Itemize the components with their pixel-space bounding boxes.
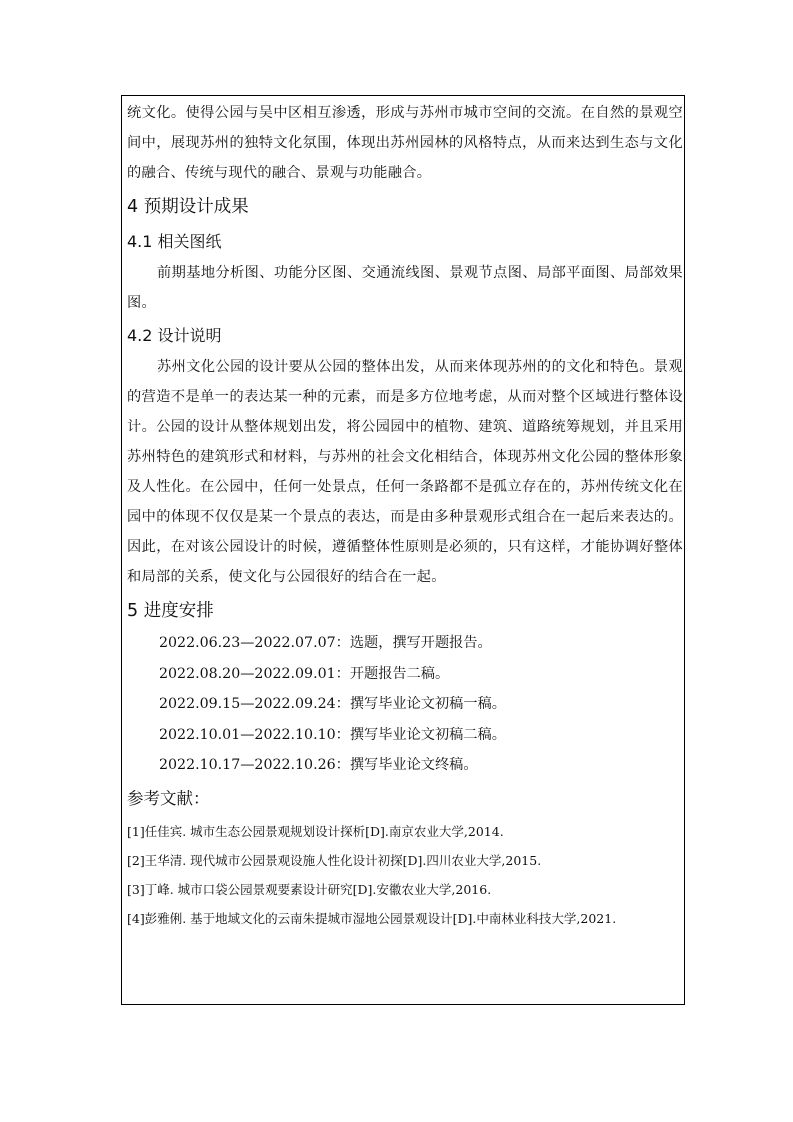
schedule-item: 2022.10.17—2022.10.26：撰写毕业论文终稿。: [159, 757, 478, 773]
section-4-1-text: 前期基地分析图、功能分区图、交通流线图、景观节点图、局部平面图、局部效果图。: [127, 265, 683, 311]
schedule-item: 2022.09.15—2022.09.24：撰写毕业论文初稿一稿。: [159, 696, 506, 712]
schedule-item: 2022.06.23—2022.07.07：选题，撰写开题报告。: [159, 635, 492, 651]
reference-item: [4]彭雅俐. 基于地域文化的云南朱提城市湿地公园景观设计[D].中南林业科技大学,2021.: [127, 910, 617, 926]
section-4-heading: 4 预期设计成果: [127, 197, 249, 217]
schedule-item: 2022.10.01—2022.10.10：撰写毕业论文初稿二稿。: [159, 726, 506, 743]
reference-item: [2]王华清. 现代城市公园景观设施人性化设计初探[D].四川农业大学,2015.: [127, 852, 542, 868]
intro-paragraph: 统文化。使得公园与吴中区相互渗透，形成与苏州市城市空间的交流。在自然的景观空间中，展现苏州的独特文化氛围，体现出苏州园林的风格特点，从而来达到生态与文化的融合、传统与现代的融合、景观与功能融合。: [127, 105, 683, 181]
section-4-2-heading: 4.2 设计说明: [127, 326, 222, 345]
section-4-2-text: 苏州文化公园的设计要从公园的整体出发，从而来体现苏州的的文化和特色。景观的营造不是单一的表达某一种的元素，而是多方位地考虑，从而对整个区域进行整体设计。公园的设计从整体规划出发，将公园园中的植物、建筑、道路统筹规划，并且采用苏州特色的建筑形式和材料，与苏州的社会文化相结合，体现苏州文化公园的整体形象及人性化。在公园中，任何一处景点，任何一条路都不是孤立存在的，苏州传统文化在园中的体现不仅仅是某一个景点的表达，而是由多种景观形式组合在一起后来表达的。因此，在对该公园设计的时候，遵循整体性原则是必须的，只有这样，才能协调好整体和局部的关系，使文化与公园很好的结合在一起。: [127, 359, 683, 585]
schedule-item: 2022.08.20—2022.09.01：开题报告二稿。: [159, 665, 450, 682]
section-4-1-heading: 4.1 相关图纸: [127, 232, 222, 251]
reference-item: [1]任佳宾. 城市生态公园景观规划设计探析[D].南京农业大学,2014.: [127, 823, 504, 839]
reference-item: [3]丁峰. 城市口袋公园景观要素设计研究[D].安徽农业大学,2016.: [127, 881, 492, 897]
references-heading: 参考文献：: [127, 788, 210, 808]
document-body: [127, 98, 683, 933]
section-5-heading: 5 进度安排: [127, 601, 214, 621]
